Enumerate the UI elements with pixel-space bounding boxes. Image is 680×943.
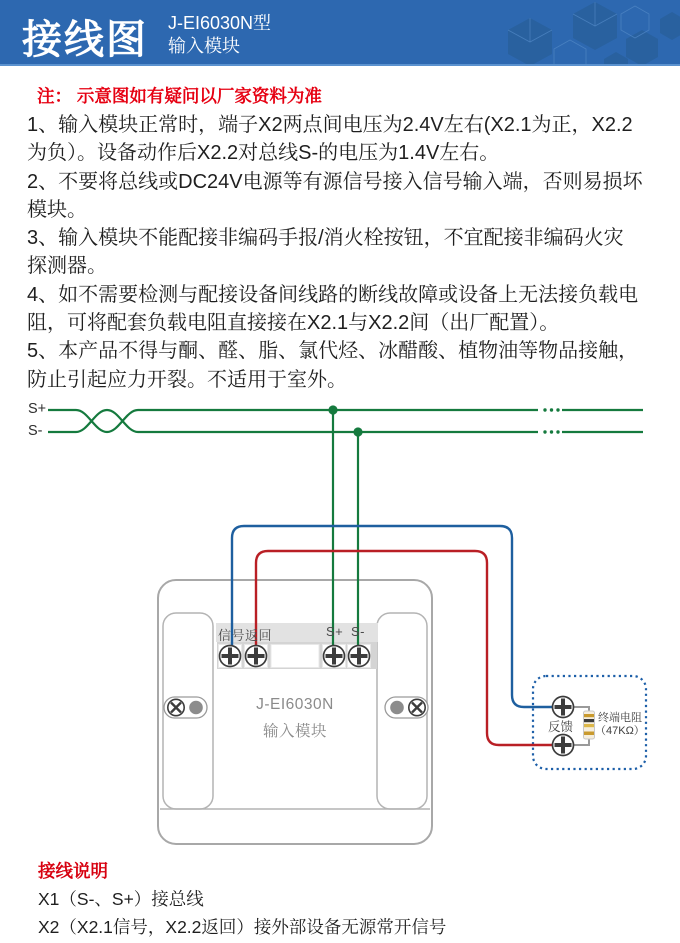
module-name-label: J-EI6030N [256,696,334,713]
screw-terminal-signal-icon [220,646,241,667]
junction-dot [353,427,362,436]
legend-title: 接线说明 [38,861,108,881]
bus-s-plus-label: S+ [28,401,47,417]
wiring-diagram-canvas [0,395,680,850]
terminal-label-signal-return: 信号返回 [218,628,273,643]
instruction-item: 4、如不需要检测与配接设备间线路的断线故障或设备上无法接负载电阻，可将配套负载电阻直接接在X2.1与X2.2间（出厂配置）。 [27,283,639,335]
mounting-hole-right [385,697,428,718]
dot-screw-icon [390,701,404,715]
bus-s-minus-label: S- [28,423,43,439]
x-screw-icon [409,699,425,715]
terminal-label-s-minus: S- [351,624,365,639]
resistor-value-label: （47KΩ） [595,725,645,737]
resistor-name-label: 终端电阻 [598,712,642,724]
instruction-item: 2、不要将总线或DC24V电源等有源信号接入信号输入端，否则易损坏模块。 [27,170,643,221]
header-banner [0,0,680,66]
legend-line-x2: X2（X2.1信号，X2.2返回）接外部设备无源常开信号 [38,917,447,937]
screw-terminal-feedback-top-icon [553,697,574,718]
screw-terminal-s-plus-icon [324,646,345,667]
terminal-label-s-plus: S+ [326,624,344,639]
screw-terminal-return-icon [246,646,267,667]
module-type: 输入模块 [168,36,240,56]
screw-terminal-feedback-bottom-icon [553,735,574,756]
model-number: J-EI6030N型 [168,13,272,33]
resistor-icon [584,711,595,739]
instruction-list [27,111,643,394]
header-subtitle [168,12,271,58]
disclaimer-note: 注： 示意图如有疑问以厂家资料为准 [37,86,322,106]
instruction-item: 1、输入模块正常时，端子X2两点间电压为2.4V左右(X2.1为正，X2.2为负）。设备动作后X2.2对总线S-的电压为1.4V左右。 [27,114,633,165]
x-screw-icon [168,699,184,715]
legend-line-x1: X1（S-、S+）接总线 [38,889,204,909]
instruction-item: 5、本产品不得与酮、醛、脂、氯代烃、冰醋酸、植物油等物品接触，防止引起应力开裂。不适用于室外。 [27,340,639,391]
mounting-hole-left [164,697,207,718]
header-cubes-decoration [380,0,680,64]
dot-screw-icon [189,701,203,715]
junction-dot [328,405,337,414]
page-title: 接线图 [22,18,148,62]
module-type-label: 输入模块 [262,723,327,740]
instruction-item: 3、输入模块不能配接非编码手报/消火栓按钮，不宜配接非编码火灾探测器。 [27,227,624,278]
feedback-label: 反馈 [548,720,574,734]
screw-terminal-s-minus-icon [349,646,370,667]
wiring-diagram [0,395,680,850]
